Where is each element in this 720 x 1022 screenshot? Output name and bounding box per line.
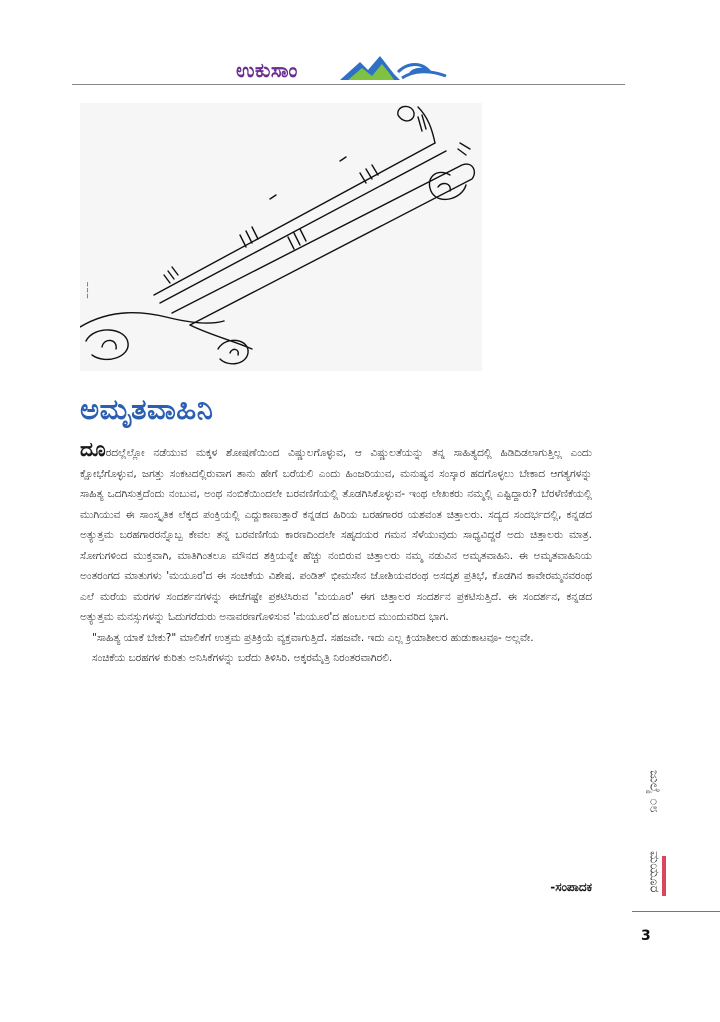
brand-accent-bar bbox=[662, 856, 666, 896]
issue-date: ಜುಲೈ ೦೮ bbox=[646, 770, 662, 813]
veena-illustration bbox=[80, 103, 482, 371]
paragraph-2: "ಸಾಹಿತ್ಯ ಯಾಕೆ ಬೇಕು?" ಮಾಲಿಕೆಗೆ ಉತ್ತಮ ಪ್ರತಿಕ್ರಿಯೆ ವ್ಯಕ್ತವಾಗುತ್ತಿದೆ. ಸಹಜವೇ. ಇದು ಎಲ್ಲ ಕ್ರಿಯಾಶೀಲರ ಹುಡುಕಾಟವೂ- ಅಲ್ಲವೇ. bbox=[92, 631, 534, 644]
editor-signature: -ಸಂಪಾದಕ bbox=[550, 880, 592, 894]
paragraph-1-text: ರದಲ್ಲೆಲ್ಲೋ ನಡೆಯುವ ಮಕ್ಕಳ ಶೋಷಣೆಯಿಂದ ವಿಷ್ಣುಲಗೊಳ್ಳುವ, ಆ ವಿಷ್ಣುಲತೆಯನ್ನು ತನ್ನ ಸಾಹಿತ್ಯದಲ್ಲಿ ಹಿಡಿದಿಡಲಾಗುತ್ತಿಲ್ಲ ಎಂದು ಕ್ಷೋಭೆಗೊಳ್ಳುವ, ಜಗತ್ತು ಸಂಕಟದಲ್ಲಿರುವಾಗ ತಾನು ಹೇಗೆ ಬರೆಯಲಿ ಎಂದು ಹಿಂಜರಿಯುವ, ಮನುಷ್ಯನ ಸಂಸ್ಕಾರ ಹದಗೊಳ್ಳಲು ಬೇಕಾದ ಆಗತ್ಯಗಳನ್ನು ಸಾಹಿತ್ಯ ಒದಗಿಸುತ್ತದೆಂದು ನಂಬುವ, ಅಂಥ ನಂಬಿಕೆಯಿಂದಲೇ ಬರವಣಿಗೆಯಲ್ಲಿ ತೊಡಗಿಸಿಕೊಳ್ಳುವ- ಇಂಥ ಲೇಖಕರು ನಮ್ಮಲ್ಲಿ ಎಷ್ಟಿದ್ದಾರು? ಬೆರಳೆಣಿಕೆಯಲ್ಲಿ ಮುಗಿಯುವ ಈ ಸಾಂಸ್ಕೃತಿಕ ಲೆಕ್ಕದ ಪಂಕ್ತಿಯಲ್ಲಿ ಎದ್ದುಕಾಣುತ್ತಾರೆ ಕನ್ನಡದ ಹಿರಿಯ ಬರಹಗಾರರ ಯಶವಂತ ಚಿತ್ತಾಲರು. ಸದ್ಯದ ಸಂದರ್ಭದಲ್ಲಿ, ಕನ್ನಡದ ಅತ್ಯುತ್ತಮ ಬರಹಗಾರರನ್ನೊಬ್ಬ ಕೇವಲ ತನ್ನ ಬರವಣಿಗೆಯ ಕಾರಣದಿಂದಲೇ ಸಹೃದಯರ ಗಮನ ಸೆಳೆಯುವುದು ಸಾಧ್ಯವಿದ್ದರೆ ಅದು ಚಿತ್ತಾಲರು ಮಾತ್ರ. ಸೋಗುಗಳಿಂದ ಮುಕ್ತವಾಗಿ, ಮಾತಿಗಿಂತಲೂ ಮೌನದ ಶಕ್ತಿಯನ್ನೇ ಹೆಚ್ಚು ನಂಬಿರುವ ಚಿತ್ತಾಲರು ನಮ್ಮ ನಡುವಿನ ಅಮೃತವಾಹಿನಿ. ಈ ಅಮೃತವಾಹಿನಿಯ ಅಂತರಂಗದ ಮಾತುಗಳು 'ಮಯೂರ'ದ ಈ ಸಂಚಿಕೆಯ ವಿಶೇಷ. ಪಂಡಿತ್ ಭೀಮಸೇನ ಜೋಶಿಯವರಂಥ ಅಸದೃಶ ಪ್ರತಿಭೆ, ಕೊಡಗಿನ ಕಾವೇರಮ್ಮನವರಂಥ ಎಲೆ ಮರೆಯ ಮರಗಳ ಸಂದರ್ಶನಗಳನ್ನು ಈಚೆಗಷ್ಟೇ ಪ್ರಕಟಿಸಿರುವ 'ಮಯೂರ' ಈಗ ಚಿತ್ತಾಲರ ಸಂದರ್ಶನ ಪ್ರಕಟಿಸುತ್ತಿದೆ. ಈ ಸಂದರ್ಶನ, ಕನ್ನಡದ ಅತ್ಯುತ್ತಮ ಮನಸ್ಸುಗಳನ್ನು ಓದುಗರೆದುರು ಅನಾವರಣಗೊಳಿಸುವ 'ಮಯೂರ'ದ ಹಂಬಲದ ಮುಂದುವರಿದ ಭಾಗ. bbox=[80, 447, 592, 623]
article-body bbox=[80, 437, 592, 669]
header-rule bbox=[72, 84, 625, 85]
drop-cap: ದೂ bbox=[80, 437, 106, 461]
masthead-title: ಉಕುಸಾಂ bbox=[236, 58, 298, 82]
paragraph-3: ಸಂಚಿಕೆಯ ಬರಹಗಳ ಕುರಿತು ಅನಿಸಿಕೆಗಳನ್ನು ಬರೆದು ತಿಳಿಸಿರಿ. ಅಕ್ಕರಮೈತ್ರಿ ನಿರಂತರವಾಗಿರಲಿ. bbox=[92, 652, 393, 664]
magazine-brand: ಮಯೂರ bbox=[646, 850, 662, 893]
page-header bbox=[0, 50, 720, 90]
page-number: 3 bbox=[641, 928, 651, 944]
svg-text:~~~: ~~~ bbox=[84, 281, 92, 299]
sidebar-issue-mark bbox=[634, 770, 674, 910]
paragraph-1 bbox=[80, 437, 592, 628]
article-title: ಅಮೃತವಾಹಿನಿ bbox=[80, 392, 214, 426]
masthead-logo-icon bbox=[338, 50, 458, 84]
footer-rule bbox=[632, 911, 720, 912]
